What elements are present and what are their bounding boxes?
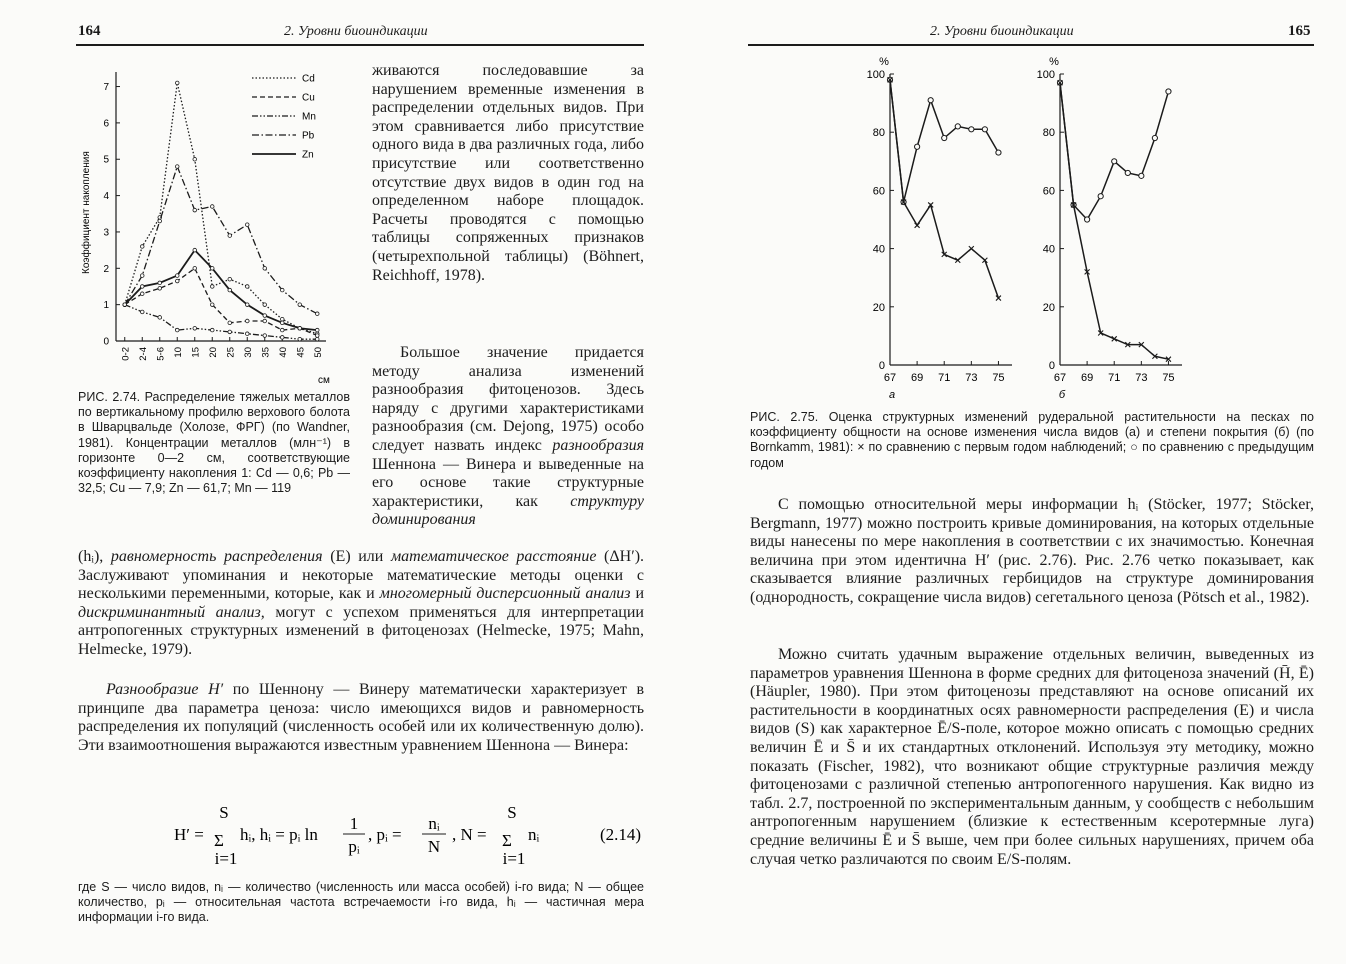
figure-275-chart xyxy=(850,50,1210,404)
figure-274-y-tick-label: 5 xyxy=(103,154,109,166)
legend-label-zn: Zn xyxy=(302,149,314,161)
point-pb xyxy=(298,303,302,307)
panel-y-tick-label: 20 xyxy=(1042,301,1055,314)
eq-sum2-sigma: Σ xyxy=(502,831,512,850)
panel-y-tick-label: 60 xyxy=(1042,185,1055,198)
left-running-head: 2. Уровни биоиндикации xyxy=(284,24,428,39)
side-paragraph: живаются последовавшие за нарушением временные изменения в распределении отдельных видов. При этом сравнивается либо присутствие одного вида в два различных года, либо присутствие или соответственно отсутствие двух видов в один год на определенном наборе площадок. Расчеты проводятся с помощью таблицы сопряженных признаков (четырехпольной таблицы) (Böhnert, Reichhoff, 1978). xyxy=(372,62,644,284)
point-cu xyxy=(263,319,267,323)
point-circle xyxy=(969,127,974,132)
series-cd xyxy=(125,83,318,334)
panel-x-tick-label: 69 xyxy=(910,372,924,384)
panel-y-tick-label: 100 xyxy=(1036,69,1055,81)
figure-274-x-tick-label: 30 xyxy=(242,347,254,358)
point-pb xyxy=(158,219,162,223)
figure-274-x-tick-label: 50 xyxy=(312,347,324,358)
point-circle xyxy=(1085,217,1090,222)
panel-y-tick-label: 100 xyxy=(866,69,885,81)
point-cd xyxy=(210,285,214,289)
eq-term3: , N = xyxy=(452,825,487,844)
legend-label-pb: Pb xyxy=(302,130,315,142)
point-mn xyxy=(210,328,214,332)
figure-274-x-tick-label: 40 xyxy=(277,347,289,358)
left-page-number: 164 xyxy=(78,23,101,39)
point-mn xyxy=(140,310,144,314)
point-circle xyxy=(1139,173,1144,178)
paragraph-3 xyxy=(78,681,644,755)
right-header-rule xyxy=(748,44,1314,46)
legend-label-cd: Cd xyxy=(302,73,315,85)
figure-274-x-tick-label: 45 xyxy=(295,347,307,358)
point-circle xyxy=(1125,170,1130,175)
point-pb xyxy=(280,288,284,292)
paragraph-2-top xyxy=(372,344,644,544)
point-cu xyxy=(245,319,249,323)
point-circle xyxy=(996,150,1001,155)
equation-footnote: где S — число видов, nᵢ — количество (численность или масса особей) i-го вида; N — общее количество, pᵢ — относительная частота встречаемости i-го вида, hᵢ — частичная мера информации i-го вида. xyxy=(78,880,644,925)
figure-274-y-tick-label: 1 xyxy=(103,300,109,312)
point-cd xyxy=(245,285,249,289)
figure-274-x-tick-label: 0-2 xyxy=(120,347,132,361)
point-mn xyxy=(175,328,179,332)
point-zn xyxy=(123,303,127,307)
point-mn xyxy=(280,336,284,340)
panel-x-tick-label: 73 xyxy=(965,372,978,384)
left-header-rule xyxy=(76,44,644,46)
point-mn xyxy=(245,332,249,336)
figure-274-x-tick-label: 25 xyxy=(225,347,237,358)
series-pb xyxy=(125,167,318,314)
figure-274-x-tick-label: 15 xyxy=(190,347,202,358)
p2-term-dominance: структуру доминирования xyxy=(372,492,644,529)
p2-term-diversity: разнообразия xyxy=(552,436,644,454)
figure-274-y-tick-label: 6 xyxy=(103,118,109,130)
p2-term-distance: математическое расстояние xyxy=(390,548,597,565)
point-zn xyxy=(315,328,319,332)
point-circle xyxy=(955,124,960,129)
point-zn xyxy=(158,281,162,285)
panel-x-tick-label: 73 xyxy=(1135,372,1148,384)
figure-274-x-tick-label: 35 xyxy=(260,347,272,358)
point-pb xyxy=(315,312,319,316)
eq-sum2-top: S xyxy=(507,803,517,822)
p2-term-manova: многомерный дисперсионный анализ xyxy=(379,585,631,603)
figure-274-x-tick-label: 20 xyxy=(207,347,219,358)
p2-text-2: Шеннона — Винера и выведенные на его основе такие структурные характеристики, как xyxy=(372,455,644,510)
figure-275-panel-b xyxy=(1037,56,1182,401)
panel-y-tick-label: 40 xyxy=(1042,243,1055,256)
figure-274-y-tick-label: 0 xyxy=(103,336,109,348)
right-page-number: 165 xyxy=(1288,23,1311,39)
panel-x-tick-label: 67 xyxy=(1053,372,1067,384)
figure-274-y-tick-label: 7 xyxy=(103,82,109,94)
p3-term-shannon: Разнообразие H′ xyxy=(106,681,224,698)
panel-label: б xyxy=(1058,389,1066,401)
eq-lhs: H′ = xyxy=(174,825,204,844)
point-zn xyxy=(280,321,284,325)
point-cu xyxy=(210,303,214,307)
point-mn xyxy=(193,326,197,330)
panel-y-tick-label: 20 xyxy=(872,301,885,314)
point-mn xyxy=(315,337,319,341)
eq-term1: hᵢ, hᵢ = pᵢ ln xyxy=(240,825,318,844)
point-mn xyxy=(298,337,302,341)
panel-x-tick-label: 69 xyxy=(1080,372,1094,384)
eq-sum1-sigma: Σ xyxy=(214,831,224,850)
right-paragraph-2: Можно считать удачным выражение отдельных величин, выведенных из параметров уравнения Шеннона в форме средних для фитоценоза значений (H̄, Ē) (Häupler, 1980). При этом фитоценозы представляют на основе описаний их растительности в координатных осях равномерности распределения (E) и числа видов (S) как характерное Ē/S-поле, которое можно описать с помощью средних величин Ē и S̄ и их стандартных отклонений. Используя эту методику, можно показать (Fischer, 1982), что возникают общие структурные различия между фитоценозами с различной степенью антропогенного нарушения. Как видно из табл. 2.7, построенной по экспериментальным данным, у сообществ с небольшим антропогенным нарушением (близкие к естественным ксеротермные луга) средние величины Ē и S̄ выше, чем при более сильных нарушениях, причем оба случая четко различаются по своим E/S-полям. xyxy=(750,646,1314,868)
point-pb xyxy=(263,266,267,270)
point-circle xyxy=(1166,89,1171,94)
point-cross xyxy=(915,223,920,228)
point-mn xyxy=(228,330,232,334)
point-circle xyxy=(982,127,987,132)
point-cross xyxy=(969,246,974,251)
point-cd xyxy=(175,81,179,85)
point-zn xyxy=(245,303,249,307)
point-pb xyxy=(245,223,249,227)
panel-label: а xyxy=(888,389,896,401)
point-cu xyxy=(315,334,319,338)
p2-term-evenness: равномерность распределения xyxy=(110,548,323,565)
panel-y-tick-label: 80 xyxy=(1042,127,1055,140)
point-pb xyxy=(140,274,144,278)
paragraph-2-bottom xyxy=(78,548,644,660)
panel-x-tick-label: 75 xyxy=(992,372,1005,384)
point-cd xyxy=(140,245,144,249)
figure-275-panel-a xyxy=(867,56,1012,401)
eq-frac2-num: nᵢ xyxy=(428,814,440,833)
point-cu xyxy=(158,286,162,290)
legend-label-cu: Cu xyxy=(302,92,315,104)
p3-text: по Шеннону — Винеру математически характеризует в принципе два параметра ценоза: число имеющихся видов и равномерность распределения их популяций (численность особей или их количественную долю). Эти взаимоотношения выражаются известным уравнением Шеннона — Винера: xyxy=(78,681,645,754)
point-zn xyxy=(210,266,214,270)
eq-sum2-bottom: i=1 xyxy=(502,849,526,868)
point-cd xyxy=(193,157,197,161)
figure-274-chart xyxy=(70,58,370,388)
panel-y-tick-label: 40 xyxy=(872,243,885,256)
figure-274-legend xyxy=(252,74,316,161)
eq-number: (2.14) xyxy=(600,825,642,844)
figure-274-x-tick-label: 2-4 xyxy=(137,347,149,361)
point-circle xyxy=(928,98,933,103)
point-circle xyxy=(915,144,920,149)
point-circle xyxy=(1152,135,1157,140)
series-cross xyxy=(1060,83,1168,359)
point-pb xyxy=(228,234,232,238)
figure-274-axes xyxy=(103,72,326,361)
point-cd xyxy=(263,303,267,307)
panel-y-tick-label: 60 xyxy=(872,185,885,198)
point-zn xyxy=(263,314,267,318)
eq-sum1-top: S xyxy=(219,803,229,822)
point-cu xyxy=(175,279,179,283)
point-cd xyxy=(280,317,284,321)
point-circle xyxy=(1098,194,1103,199)
figure-274-xlabel: см xyxy=(318,375,330,386)
panel-unit-label: % xyxy=(879,56,889,68)
eq-frac1-den: pᵢ xyxy=(348,837,360,856)
point-zn xyxy=(175,274,179,278)
right-running-head: 2. Уровни биоиндикации xyxy=(930,24,1074,39)
figure-274-y-tick-label: 2 xyxy=(103,263,109,275)
point-zn xyxy=(228,288,232,292)
series-circle xyxy=(1060,83,1168,220)
eq-sum1-bottom: i=1 xyxy=(214,849,238,868)
figure-274-series xyxy=(123,81,319,341)
figure-275-caption: РИС. 2.75. Оценка структурных изменений рудеральной растительности на песках по коэффициенту общности на основе изменения числа видов (а) и степени покрытия (б) (по Bornkamm, 1981): × по сравнению с первым годом наблюдений; ○ по сравнению с предыдущим годом xyxy=(750,410,1314,470)
p2-text-4: (hᵢ), xyxy=(78,548,104,565)
point-pb xyxy=(175,165,179,169)
point-cu xyxy=(280,328,284,332)
figure-274-y-tick-label: 3 xyxy=(103,227,109,239)
point-mn xyxy=(158,316,162,320)
eq-frac2-den: N xyxy=(427,837,441,856)
point-pb xyxy=(210,205,214,209)
panel-y-tick-label: 80 xyxy=(872,127,885,140)
panel-x-tick-label: 71 xyxy=(1108,372,1121,384)
p2-text-8: (ΔH′). Заслуживают упоминания и некоторые математические методы оценки с несколькими переменными, которые, как и xyxy=(78,548,645,603)
figure-274-x-tick-label: 5-6 xyxy=(155,347,167,361)
point-zn xyxy=(140,285,144,289)
panel-y-tick-label: 0 xyxy=(878,360,885,372)
point-circle xyxy=(1112,159,1117,164)
point-circle xyxy=(942,135,947,140)
figure-274-x-tick-label: 10 xyxy=(172,347,184,358)
p2-text-10: и xyxy=(635,585,645,603)
figure-274-ylabel: Коэффициент накопления xyxy=(81,151,92,274)
p2-start: Большое значение придается методу анализа изменений разнообразия фитоценозов. Здесь наряду с другими характеристиками разнообразия (см. Dejong, 1975) особо следует назвать индекс xyxy=(372,344,644,454)
panel-x-tick-label: 67 xyxy=(883,372,897,384)
eq-frac1-num: 1 xyxy=(349,814,359,833)
panel-x-tick-label: 75 xyxy=(1162,372,1175,384)
point-cu xyxy=(228,321,232,325)
figure-274-caption: РИС. 2.74. Распределение тяжелых металлов по вертикальному профилю верхового болота в Шварцвальде (Холозе, ФРГ) (по Wandner, 1981). Концентрации металлов (млн⁻¹) в горизонте 0—2 см, соответствующие коэффициенту накопления 1: Cd — 0,6; Pb — 32,5; Cu — 7,9; Zn — 61,7; Mn — 119 xyxy=(78,390,350,496)
p2-text-12: могут с успехом применяться для интерпретации антропогенных структурных изменений в фитоценозах (Helmecke, 1975; Mahn, Helmecke, 1979). xyxy=(78,603,644,658)
point-cu xyxy=(193,266,197,270)
eq-term2: , pᵢ = xyxy=(368,825,402,844)
point-cd xyxy=(228,277,232,281)
equation-2-14 xyxy=(160,800,646,870)
point-zn xyxy=(193,248,197,252)
point-mn xyxy=(263,334,267,338)
p2-text-6: (E) или xyxy=(330,548,384,565)
eq-term4: nᵢ xyxy=(528,825,540,844)
legend-label-mn: Mn xyxy=(302,111,316,123)
point-cu xyxy=(140,292,144,296)
point-zn xyxy=(298,326,302,330)
panel-y-tick-label: 0 xyxy=(1048,360,1055,372)
p2-term-discriminant: дискриминантный анализ, xyxy=(78,603,265,621)
panel-x-tick-label: 71 xyxy=(938,372,951,384)
figure-274-y-tick-label: 4 xyxy=(103,191,109,203)
panel-unit-label: % xyxy=(1049,56,1059,68)
point-pb xyxy=(193,208,197,212)
right-paragraph-1: С помощью относительной меры информации hᵢ (Stöcker, 1977; Stöcker, Bergmann, 1977) можно построить кривые доминирования, на которых отдельные виды нанесены по мере накопления в соответствии с их значимостью. Конечная величина при этом идентична H′ (рис. 2.76). Рис. 2.76 четко показывает, как сказывается влияние различных гербицидов на структуре доминирования (однородность, сокращение числа видов) сегетального ценоза (Pötsch et al., 1982). xyxy=(750,496,1314,606)
